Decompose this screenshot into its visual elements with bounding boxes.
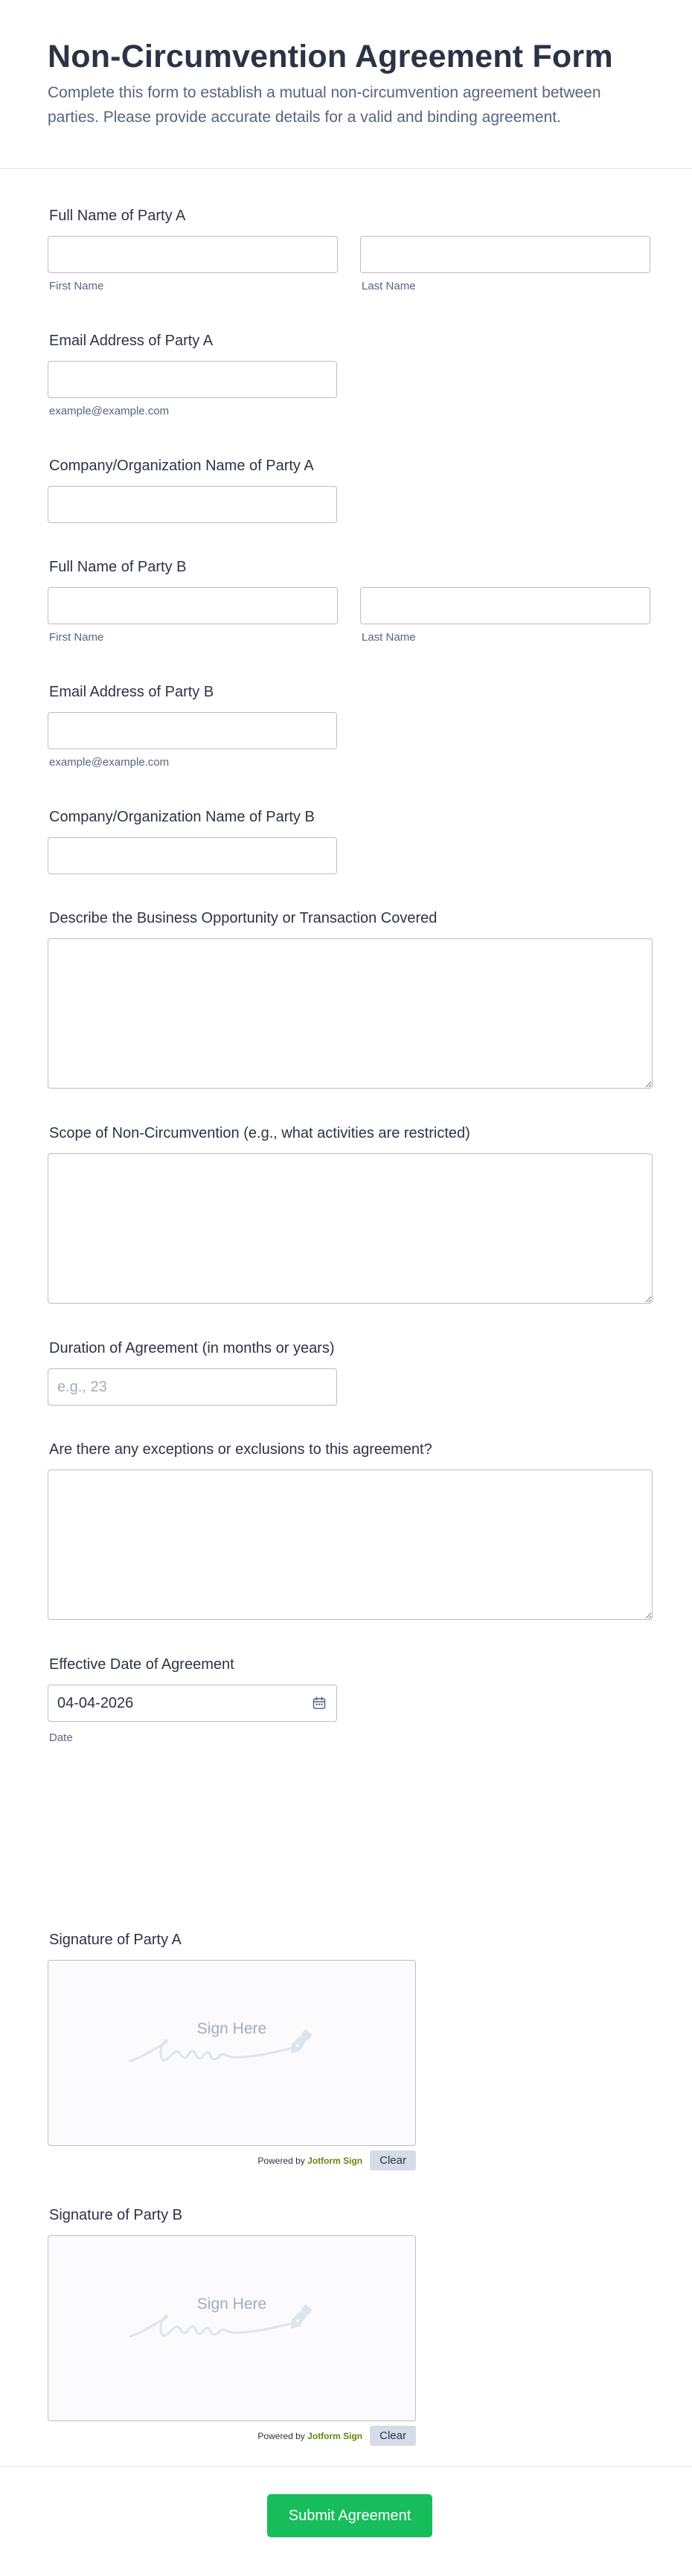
party-b-company-label: Company/Organization Name of Party B — [49, 809, 315, 825]
signature-a-field — [48, 1930, 416, 2170]
party-a-name-label: Full Name of Party A — [49, 208, 186, 224]
party-a-last-name-input[interactable] — [360, 236, 650, 273]
pen-icon — [123, 2028, 346, 2072]
duration-label: Duration of Agreement (in months or years) — [49, 1340, 335, 1356]
party-a-email-label: Email Address of Party A — [49, 333, 214, 349]
date-input-wrapper — [48, 1685, 337, 1722]
footer-divider — [0, 2466, 692, 2467]
party-b-name-label: Full Name of Party B — [49, 559, 187, 575]
party-b-last-name-sublabel: Last Name — [362, 631, 416, 644]
pen-icon — [123, 2303, 346, 2348]
party-a-email-field — [48, 331, 337, 419]
effective-date-field — [48, 1655, 337, 1746]
party-b-company-input[interactable] — [48, 837, 337, 874]
opportunity-field — [48, 909, 653, 1089]
party-a-company-label: Company/Organization Name of Party A — [49, 458, 314, 474]
party-a-first-name-sublabel: First Name — [49, 280, 104, 292]
jotform-sign-brand: Jotform Sign — [307, 2155, 363, 2166]
party-a-company-input[interactable] — [48, 486, 337, 523]
signature-b-footer — [48, 2426, 416, 2446]
scope-label: Scope of Non-Circumvention (e.g., what activities are restricted) — [49, 1125, 470, 1141]
party-a-first-name-input[interactable] — [48, 236, 338, 273]
scope-textarea[interactable] — [48, 1153, 653, 1304]
party-b-company-field — [48, 807, 337, 874]
signature-a-pad[interactable] — [48, 1960, 416, 2146]
calendar-icon[interactable] — [312, 1696, 327, 1711]
duration-field — [48, 1339, 337, 1406]
page-subtitle: Complete this form to establish a mutual non-circumvention agreement between parties. Please provide accurate details for a valid and binding agreement. — [48, 84, 601, 126]
party-a-name-field — [48, 206, 650, 294]
signature-b-placeholder: Sign Here — [196, 2295, 267, 2313]
signature-b-label: Signature of Party B — [49, 2207, 182, 2223]
signature-a-placeholder: Sign Here — [196, 2020, 267, 2037]
party-b-first-name-sublabel: First Name — [49, 631, 104, 644]
effective-date-sublabel: Date — [49, 1731, 73, 1744]
exceptions-label: Are there any exceptions or exclusions to this agreement? — [49, 1441, 432, 1458]
signature-a-clear-button[interactable]: Clear — [370, 2150, 416, 2170]
effective-date-input[interactable] — [48, 1685, 337, 1722]
scope-field — [48, 1124, 653, 1304]
party-b-name-field — [48, 557, 650, 645]
opportunity-textarea[interactable] — [48, 938, 653, 1089]
party-a-last-name-sublabel: Last Name — [362, 280, 416, 292]
submit-button[interactable]: Submit Agreement — [267, 2494, 432, 2537]
effective-date-label: Effective Date of Agreement — [49, 1656, 234, 1673]
powered-by-text: Powered by Jotform Sign — [257, 2155, 363, 2166]
powered-by-text: Powered by Jotform Sign — [257, 2430, 363, 2441]
party-b-last-name-input[interactable] — [360, 587, 650, 624]
party-a-company-field — [48, 456, 337, 523]
form-header — [0, 0, 692, 169]
page-title: Non-Circumvention Agreement Form — [48, 39, 613, 74]
party-b-first-name-input[interactable] — [48, 587, 338, 624]
signature-b-clear-button[interactable]: Clear — [370, 2426, 416, 2446]
signature-b-field — [48, 2205, 416, 2446]
exceptions-textarea[interactable] — [48, 1470, 653, 1620]
opportunity-label: Describe the Business Opportunity or Transaction Covered — [49, 910, 438, 926]
jotform-sign-brand: Jotform Sign — [307, 2430, 363, 2441]
duration-input[interactable] — [48, 1368, 337, 1406]
party-b-email-sublabel: example@example.com — [49, 756, 170, 769]
exceptions-field — [48, 1440, 653, 1620]
signature-b-pad[interactable] — [48, 2235, 416, 2421]
signature-a-footer — [48, 2150, 416, 2170]
party-a-email-sublabel: example@example.com — [49, 405, 170, 417]
party-b-email-label: Email Address of Party B — [49, 684, 214, 700]
party-b-email-input[interactable] — [48, 712, 337, 749]
signature-a-label: Signature of Party A — [49, 1932, 182, 1948]
party-a-email-input[interactable] — [48, 361, 337, 398]
party-b-email-field — [48, 682, 337, 770]
